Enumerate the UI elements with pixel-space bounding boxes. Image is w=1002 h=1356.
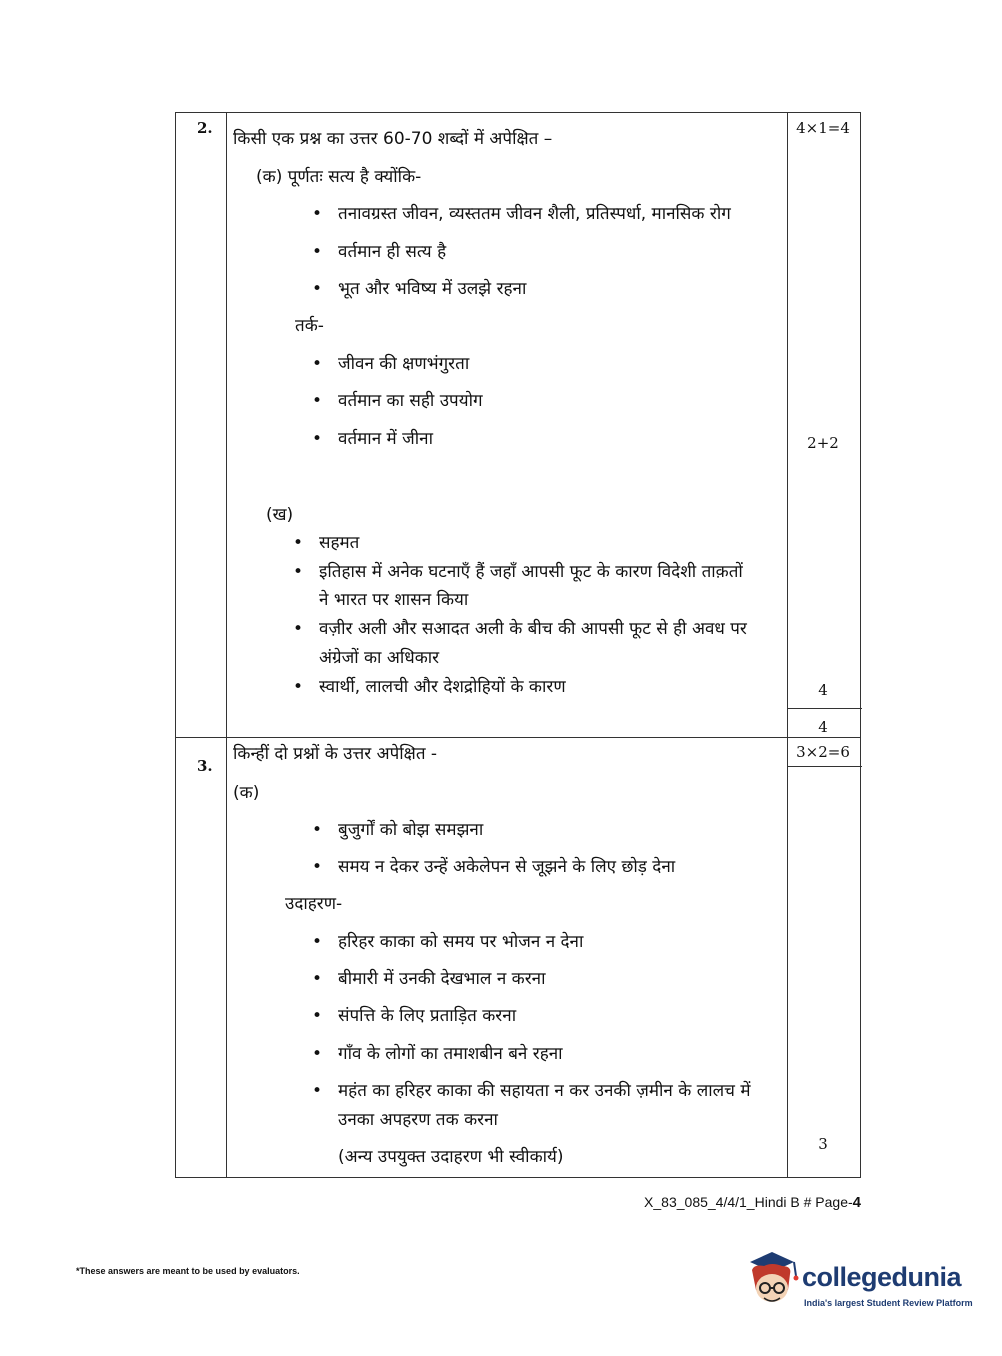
udaharan-label: उदाहरण- <box>285 894 343 914</box>
question-header: किन्हीं दो प्रश्नों के उत्तर अपेक्षित - <box>233 744 438 764</box>
marks-kha: 4 <box>818 681 828 699</box>
marks-extra: 4 <box>818 718 828 736</box>
col-divider-number <box>226 113 227 1177</box>
section-kha-label: (ख) <box>266 505 294 525</box>
question-number: 2. <box>197 119 213 137</box>
page-footer <box>644 1194 861 1211</box>
marks-total: 3×2=6 <box>796 743 850 761</box>
row-divider-q3 <box>176 737 860 738</box>
answer-table <box>175 112 861 1178</box>
list-item: • जीवन की क्षणभंगुरता <box>338 350 469 378</box>
marks-ka: 2+2 <box>807 434 839 452</box>
list-item: • वज़ीर अली और सआदत अली के बीच की आपसी फूट से ही अवध पर <box>319 615 747 643</box>
evaluator-note: *These answers are meant to be used by evaluators. <box>76 1266 300 1276</box>
brand-tagline: India's largest Student Review Platform <box>804 1298 973 1308</box>
list-item-continued: ने भारत पर शासन किया <box>319 590 469 610</box>
col-divider-marks <box>787 113 788 1177</box>
list-item: • बुजुर्गों को बोझ समझना <box>338 816 483 844</box>
list-item: • गाँव के लोगों का तमाशबीन बने रहना <box>338 1040 563 1068</box>
list-item: • वर्तमान ही सत्य है <box>338 238 446 266</box>
list-item: • इतिहास में अनेक घटनाएँ हैं जहाँ आपसी फूट के कारण विदेशी ताक़तों <box>319 558 743 586</box>
list-item: • स्वार्थी, लालची और देशद्रोहियों के कारण <box>319 673 566 701</box>
list-item: • समय न देकर उन्हें अकेलेपन से जूझने के लिए छोड़ देना <box>338 853 675 881</box>
question-number: 3. <box>197 757 213 775</box>
list-item: • बीमारी में उनकी देखभाल न करना <box>338 965 546 993</box>
tark-label: तर्क- <box>295 316 324 336</box>
section-ka-label: (क) पूर्णतः सत्य है क्योंकि- <box>256 167 422 187</box>
page-number: 4 <box>852 1194 861 1211</box>
section-ka-label: (क) <box>233 783 260 803</box>
list-item-continued: उनका अपहरण तक करना <box>338 1110 498 1130</box>
list-item: • वर्तमान में जीना <box>338 425 433 453</box>
marks-divider-a <box>787 708 862 709</box>
list-item: • भूत और भविष्य में उलझे रहना <box>338 275 526 303</box>
marks-ka: 3 <box>818 1135 828 1153</box>
list-item: • तनावग्रस्त जीवन, व्यस्ततम जीवन शैली, प्रतिस्पर्धा, मानसिक रोग <box>338 200 731 228</box>
marks-divider-b <box>787 766 862 767</box>
brand-name: collegedunia <box>802 1262 962 1292</box>
list-item: • संपत्ति के लिए प्रताड़ित करना <box>338 1002 516 1030</box>
list-item: • हरिहर काका को समय पर भोजन न देना <box>338 928 583 956</box>
list-item-continued: अंग्रेजों का अधिकार <box>319 648 440 668</box>
acceptance-note: (अन्य उपयुक्त उदाहरण भी स्वीकार्य) <box>338 1147 564 1167</box>
mascot-logo-icon <box>742 1250 802 1312</box>
question-header: किसी एक प्रश्न का उत्तर 60-70 शब्दों में अपेक्षित – <box>233 129 553 149</box>
marks-total: 4×1=4 <box>796 119 850 137</box>
list-item: • वर्तमान का सही उपयोग <box>338 387 483 415</box>
list-item: • महंत का हरिहर काका की सहायता न कर उनकी ज़मीन के लालच में <box>338 1077 751 1105</box>
page-ref: X_83_085_4/4/1_Hindi B # Page- <box>644 1194 853 1210</box>
list-item: • सहमत <box>319 529 359 557</box>
